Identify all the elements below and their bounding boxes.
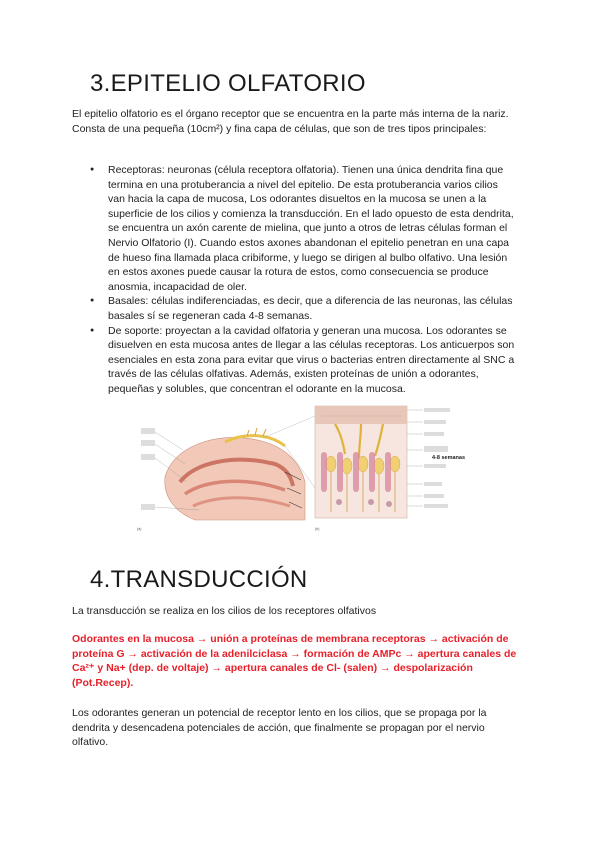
panel-a-label: (a) [137, 527, 142, 531]
panel-b-label: (b) [315, 527, 320, 531]
section-3-intro: El epitelio olfatorio es el órgano receptor que se encuentra en la parte más interna de la nariz. Consta de una pequeña (10cm²) y fina capa de células, que son de tres tipos principales: [72, 108, 509, 135]
nasal-cavity-illustration [137, 416, 315, 531]
olfactory-epithelium-figure [135, 402, 475, 534]
section-4-closing: Los odorantes generan un potencial de receptor lento en los cilios, que se propaga por la dendrita y desencadena potenciales de acción, que finalmente se propagan por el nervio olfativo. [72, 707, 487, 749]
epithelium-detail-illustration [315, 406, 465, 531]
cell-types-list [90, 163, 516, 397]
figure-annotation: 4-8 semanas [432, 455, 466, 461]
list-item-receptoras: ● Receptoras: neuronas (célula receptora olfatoria). Tienen una única dendrita fina que termina en una protuberancia a nivel del epitelio. De esta protuberancia varios cilios van hacia la capa de mucosa, Los odorantes disueltos en la mucosa se unen a la superficie de los cilios y comienza la transducción. En el lado opuesto de esta dendrita, se encuentra un axón carente de mielina, que junto a otros de letras células forman el Nervio Olfatorio (I). Cuando estos axones abandonan el epitelio penetran en una capa de hueso fina llamada placa cribiforme, y luego se dirigen al bulbo olfativo. Una lesión en estos axones puede causar la rotura de estos, como consecuencia se produce anosmia, incapacidad de oler. [90, 163, 516, 294]
section-4-intro: La transducción se realiza en los cilios de los receptores olfativos [72, 605, 377, 617]
section-4-heading: 4.TRANSDUCCIÓN [90, 566, 308, 593]
section-3-heading: 3.EPITELIO OLFATORIO [90, 70, 366, 97]
list-item-soporte: ● De soporte: proyectan a la cavidad olfatoria y generan una mucosa. Los odorantes se disuelven en esta mucosa antes de llegar a las células receptoras. Los anticuerpos son esenciales en esta zona para evitar que virus o bacterias entren directamente al SNC a través de las células olfativas. Además, existen proteínas de unión a odorantes, pequeñas y solubles, que concentran el odorante en la mucosa. [90, 324, 516, 397]
transduction-chain: Odorantes en la mucosa → unión a proteínas de membrana receptoras → activación de proteína G → activación de la adenilciclasa → formación de AMPc → apertura canales de Ca²⁺ y Na+ (dep. de voltaje) → apertura canales de Cl- (salen) → despolarización (Pot.Recep). [72, 633, 517, 689]
list-item-basales: ● Basales: células indiferenciadas, es decir, que a diferencia de las neuronas, las células basales sí se regeneran cada 4-8 semanas. [90, 294, 516, 323]
